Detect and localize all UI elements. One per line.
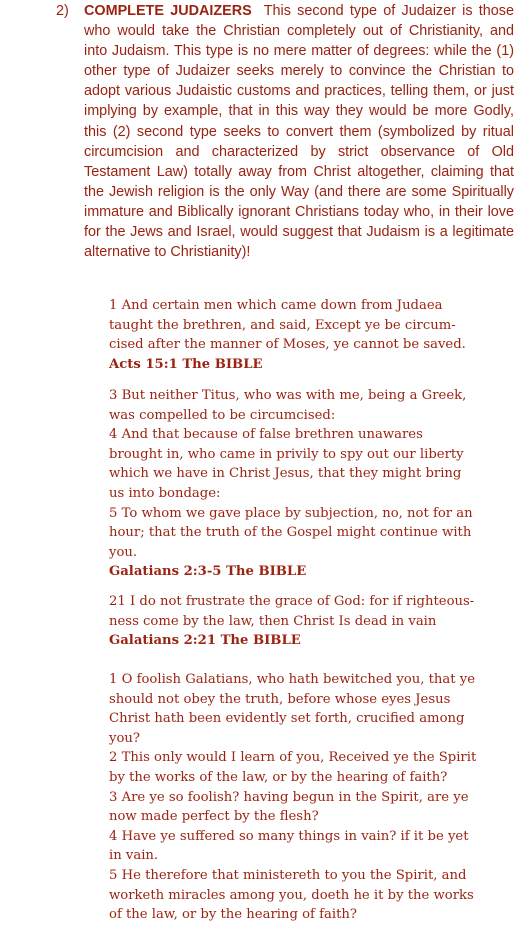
scripture-reference: Galatians 2:3-5 The BIBLE	[109, 564, 307, 580]
verse-line: hour; that the truth of the Gospel might continue with	[109, 525, 472, 541]
scripture-reference: Acts 15:1 The BIBLE	[109, 356, 263, 372]
item-paragraph	[84, 1, 514, 262]
verse-line: Christ hath been evidently set forth, crucified among	[109, 711, 465, 727]
item-body: This second type of Judaizer is those who would take the Christian completely out of Christianity, and into Judaism. This type is no mere matter of degrees: while the (1) other type of Judaizer seeks merely to convince the Christian to adopt various Judaistic customs and practices, telling them, or just implying by example, that in this way they would be more Godly, this (2) second type seeks to convert them (symbolized by ritual circumcision and characterized by strict observance of Old Testament Law) totally away from Christ altogether, claiming that the Jewish religion is the only Way (and there are some Spiritually immature and Biblically ignorant Christians today who, in their love for the Jews and Israel, would suggest that Judaism is a legitimate alternative to Christianity)!	[84, 3, 514, 261]
verse-line: 4 Have ye suffered so many things in vain? if it be yet	[109, 828, 469, 844]
scripture-quote-galatians-3	[109, 670, 504, 925]
verse-line: 3 But neither Titus, who was with me, being a Greek,	[109, 388, 467, 403]
verse-line: us into bondage:	[109, 485, 221, 501]
verse-line: 21 I do not frustrate the grace of God: for if righteous-	[109, 594, 475, 609]
verse-line: 2 This only would I learn of you, Received ye the Spirit	[109, 750, 477, 766]
verse-line: which we have in Christ Jesus, that they might bring	[109, 466, 462, 482]
verse-line: by the works of the law, or by the hearing of faith?	[109, 769, 448, 785]
verse-line: worketh miracles among you, doeth he it by the works	[109, 887, 474, 903]
verse-line: you.	[109, 544, 138, 560]
scripture-reference: Galatians 2:21 The BIBLE	[109, 633, 301, 649]
verse-line: was compelled to be circumcised:	[109, 407, 336, 423]
verse-line: in vain.	[109, 848, 159, 864]
verse-line: 1 O foolish Galatians, who hath bewitched you, that ye	[109, 672, 476, 687]
list-item-complete-judaizers	[56, 1, 514, 262]
verse-line: 1 And certain men which came down from Judaea	[109, 298, 443, 313]
scripture-quote-galatians-2-3-5	[109, 386, 504, 582]
verse-line: 3 Are ye so foolish? having begun in the Spirit, are ye	[109, 789, 469, 805]
scripture-quote-acts-15-1	[109, 296, 504, 374]
verse-line: 4 And that because of false brethren unawares	[109, 427, 423, 443]
scripture-quote-galatians-2-21	[109, 592, 504, 651]
verse-line: should not obey the truth, before whose eyes Jesus	[109, 691, 451, 707]
verse-line: cised after the manner of Moses, ye cannot be saved.	[109, 337, 466, 353]
verse-line: 5 He therefore that ministereth to you the Spirit, and	[109, 867, 467, 883]
verse-line: taught the brethren, and said, Except ye be circum-	[109, 317, 456, 333]
verse-line: ness come by the law, then Christ Is dead in vain	[109, 613, 437, 629]
verse-line: you?	[109, 730, 140, 746]
verse-line: brought in, who came in privily to spy out our liberty	[109, 446, 464, 462]
list-number: 2)	[56, 3, 69, 19]
verse-line: now made perfect by the flesh?	[109, 809, 319, 825]
verse-line: of the law, or by the hearing of faith?	[109, 907, 357, 923]
verse-line: 5 To whom we gave place by subjection, no, not for an	[109, 505, 473, 521]
item-heading: COMPLETE JUDAIZERS	[84, 3, 252, 19]
